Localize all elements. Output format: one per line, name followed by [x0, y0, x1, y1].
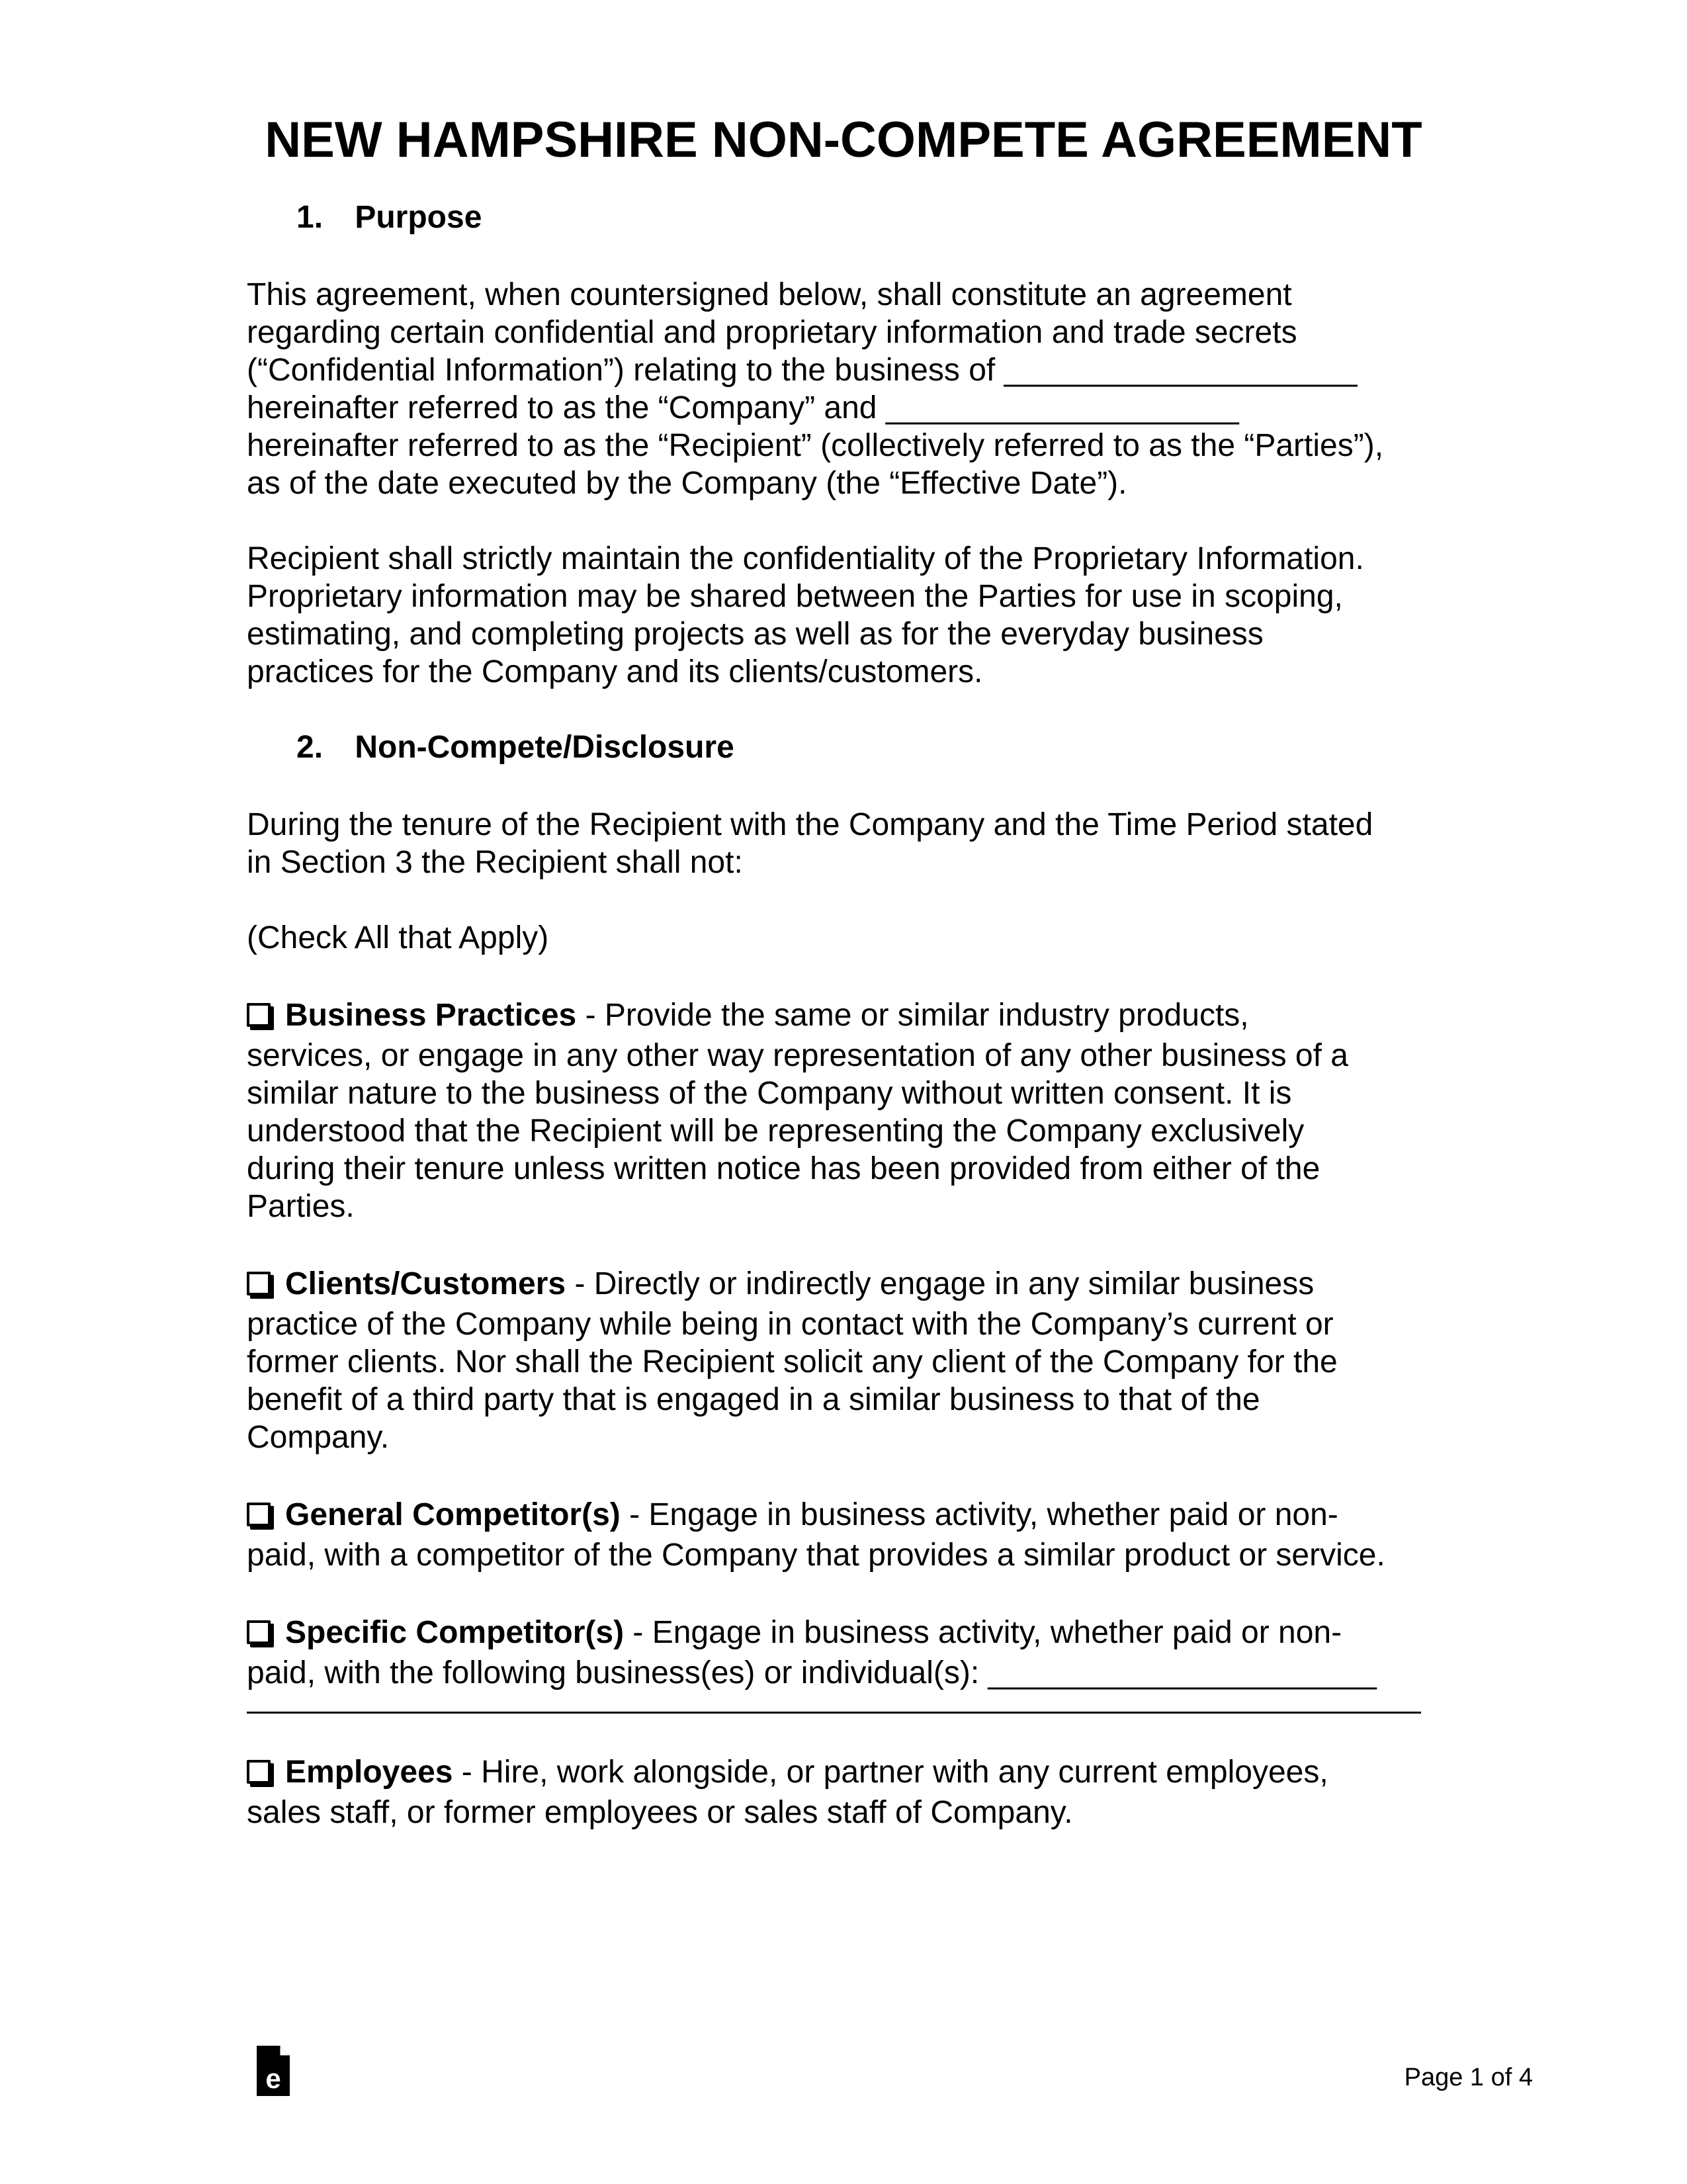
- document-body: [247, 198, 1438, 1869]
- check-item-employees: [247, 1751, 1438, 1831]
- text-line: Parties.: [247, 1189, 355, 1224]
- check-item-label: Clients/Customers: [285, 1266, 566, 1301]
- document-title: NEW HAMPSHIRE NON-COMPETE AGREEMENT: [265, 112, 1422, 168]
- text-line: similar nature to the business of the Company without written consent. It is: [247, 1076, 1292, 1111]
- check-item-first-line: [247, 1612, 1438, 1654]
- section-heading-purpose: [247, 198, 1438, 236]
- check-item-label: Business Practices: [285, 998, 577, 1033]
- text-line: paid, with the following business(es) or individual(s): ______________________: [247, 1655, 1377, 1690]
- purpose-paragraph-1: [247, 276, 1438, 502]
- text-line: services, or engage in any other way representation of any other business of a: [247, 1038, 1348, 1073]
- check-item-business-practices: [247, 994, 1438, 1225]
- text-line: understood that the Recipient will be representing the Company exclusively: [247, 1114, 1305, 1149]
- section-heading-non-compete: [247, 728, 1438, 766]
- checkbox[interactable]: [247, 1760, 271, 1784]
- svg-text:e: e: [265, 2063, 281, 2094]
- check-item-first-line: [247, 1263, 1438, 1305]
- page-number: Page 1 of 4: [1404, 2064, 1533, 2091]
- text-line: During the tenure of the Recipient with the Company and the Time Period stated: [247, 807, 1373, 842]
- text-line: practice of the Company while being in contact with the Company’s current or: [247, 1307, 1334, 1342]
- checkbox[interactable]: [247, 1003, 271, 1027]
- check-item-general-competitors: [247, 1494, 1438, 1574]
- check-item-clients-customers: [247, 1263, 1438, 1456]
- text-line: in Section 3 the Recipient shall not:: [247, 845, 743, 880]
- check-all-instruction: [247, 919, 1438, 957]
- purpose-paragraph-2: [247, 540, 1438, 691]
- text-line: estimating, and completing projects as well as for the everyday business: [247, 617, 1264, 652]
- text-line: Recipient shall strictly maintain the confidentiality of the Proprietary Information.: [247, 541, 1364, 576]
- check-item-first-line: [247, 1751, 1438, 1794]
- text-line: hereinafter referred to as the “Recipient” (collectively referred to as the “Parties”),: [247, 428, 1384, 463]
- checkbox[interactable]: [247, 1620, 271, 1644]
- text-line: (Check All that Apply): [247, 920, 549, 955]
- check-item-first-line: [247, 1494, 1438, 1536]
- text-line: hereinafter referred to as the “Company” and ____________________: [247, 390, 1239, 425]
- check-item-label: General Competitor(s): [285, 1497, 621, 1532]
- check-item-text: - Hire, work alongside, or partner with any current employees,: [453, 1755, 1328, 1790]
- check-item-text: - Directly or indirectly engage in any similar business: [566, 1266, 1315, 1301]
- text-line: former clients. Nor shall the Recipient solicit any client of the Company for the: [247, 1344, 1338, 1379]
- text-line: practices for the Company and its clients/customers.: [247, 654, 983, 689]
- text-line: regarding certain confidential and proprietary information and trade secrets: [247, 315, 1297, 350]
- text-line: benefit of a third party that is engaged in a similar business to that of the: [247, 1382, 1260, 1417]
- text-line: during their tenure unless written notice has been provided from either of the: [247, 1151, 1320, 1186]
- text-line: paid, with a competitor of the Company that provides a similar product or service.: [247, 1538, 1385, 1573]
- text-line: Company.: [247, 1420, 390, 1455]
- non-compete-paragraph-1: [247, 806, 1438, 881]
- section-title: Purpose: [355, 200, 482, 235]
- check-item-label: Specific Competitor(s): [285, 1615, 625, 1650]
- checkbox[interactable]: [247, 1503, 271, 1526]
- section-title: Non-Compete/Disclosure: [355, 730, 734, 765]
- check-item-specific-competitors: [247, 1612, 1438, 1714]
- text-line: Proprietary information may be shared between the Parties for use in scoping,: [247, 579, 1343, 614]
- check-item-text: - Engage in business activity, whether paid or non-: [624, 1615, 1342, 1650]
- text-line: sales staff, or former employees or sales staff of Company.: [247, 1795, 1073, 1830]
- check-item-label: Employees: [285, 1755, 453, 1790]
- checkbox[interactable]: [247, 1272, 271, 1295]
- text-line: as of the date executed by the Company (the “Effective Date”).: [247, 466, 1127, 501]
- blank-fill-line[interactable]: [247, 1692, 1421, 1714]
- section-number: 2.: [296, 730, 324, 765]
- text-line: This agreement, when countersigned below, shall constitute an agreement: [247, 277, 1292, 312]
- check-item-text: - Provide the same or similar industry products,: [576, 998, 1249, 1033]
- check-item-first-line: [247, 994, 1438, 1037]
- text-line: (“Confidential Information”) relating to the business of ____________________: [247, 353, 1358, 388]
- eforms-e-logo-icon: [255, 2044, 291, 2097]
- section-number: 1.: [296, 200, 324, 235]
- check-item-text: - Engage in business activity, whether paid or non-: [620, 1497, 1338, 1532]
